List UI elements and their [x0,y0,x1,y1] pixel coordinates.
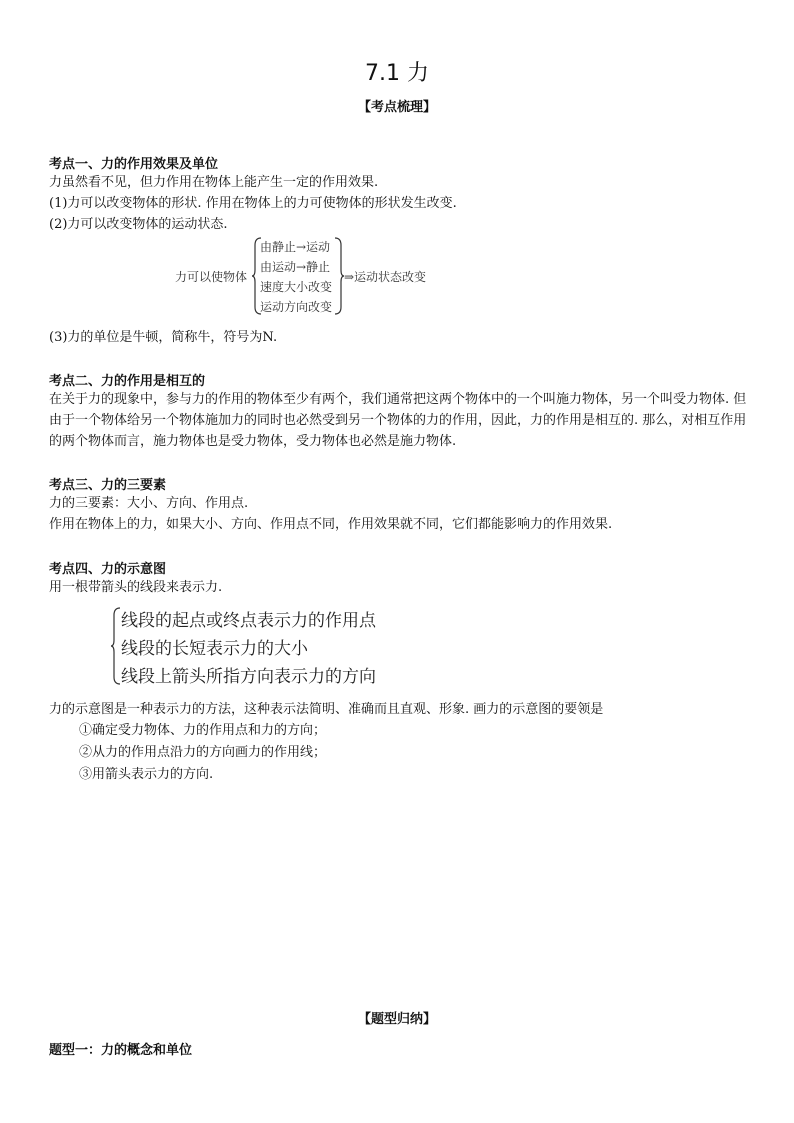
point4-step-3: ③用箭头表示力的方向. [79,767,214,782]
page-title: 7.1 力 [365,61,429,86]
point4-line1: 用一根带箭头的线段来表示力. [49,580,223,595]
diagram-brace-right [334,237,344,315]
point4-step-2: ②从力的作用点沿力的方向画力的作用线； [79,745,327,760]
section-heading-points: 【考点梳理】 [357,100,436,115]
type1-heading: 题型一：力的概念和单位 [49,1043,193,1058]
diagram-item-3: 速度大小改变 [260,280,333,294]
diagram-item-4: 运动方向改变 [260,300,333,314]
point2-paragraph: 在关于力的现象中，参与力的作用的物体至少有两个，我们通常把这两个物体中的一个叫施力物体，另一个叫受力物体. 但由于一个物体给另一个物体施加力的同时也必然受到另一个物体的力的作用，因此，力的作用是相互的. 那么，对相互作用的两个物体而言，施力物体也是受力物体，受力物体也必然是施力物体. [49,392,747,449]
diagram-result: ⇒运动状态改变 [344,270,427,284]
section-heading-types: 【题型归纳】 [357,1012,436,1027]
diagram-item-2: 由运动→静止 [260,260,331,274]
point2-heading: 考点二、力的作用是相互的 [49,374,206,389]
force-list-brace [111,607,121,685]
point1-line3: (2)力可以改变物体的运动状态. [49,217,228,232]
force-list-item-3: 线段上箭头所指方向表示力的方向 [121,667,376,687]
point1-line4: (3)力的单位是牛顿，简称牛，符号为N. [49,330,278,345]
point3-heading: 考点三、力的三要素 [49,478,167,493]
point1-line1: 力虽然看不见，但力作用在物体上能产生一定的作用效果. [49,175,379,190]
force-list-item-2: 线段的长短表示力的大小 [121,639,308,659]
point4-heading: 考点四、力的示意图 [49,562,167,577]
force-list-item-1: 线段的起点或终点表示力的作用点 [121,611,376,631]
diagram-left-label: 力可以使物体 [175,270,248,284]
point1-heading: 考点一、力的作用效果及单位 [49,157,219,172]
point4-step-1: ①确定受力物体、力的作用点和力的方向； [79,723,327,738]
point4-paragraph: 力的示意图是一种表示力的方法，这种表示法简明、准确而且直观、形象. 画力的示意图的要领是 [49,702,604,717]
diagram-item-1: 由静止→运动 [260,240,331,254]
point3-line1: 力的三要素：大小、方向、作用点. [49,496,249,511]
point3-line2: 作用在物体上的力，如果大小、方向、作用点不同，作用效果就不同，它们都能影响力的作用效果. [49,517,613,532]
point1-line2: (1)力可以改变物体的形状. 作用在物体上的力可使物体的形状发生改变. [49,196,457,211]
